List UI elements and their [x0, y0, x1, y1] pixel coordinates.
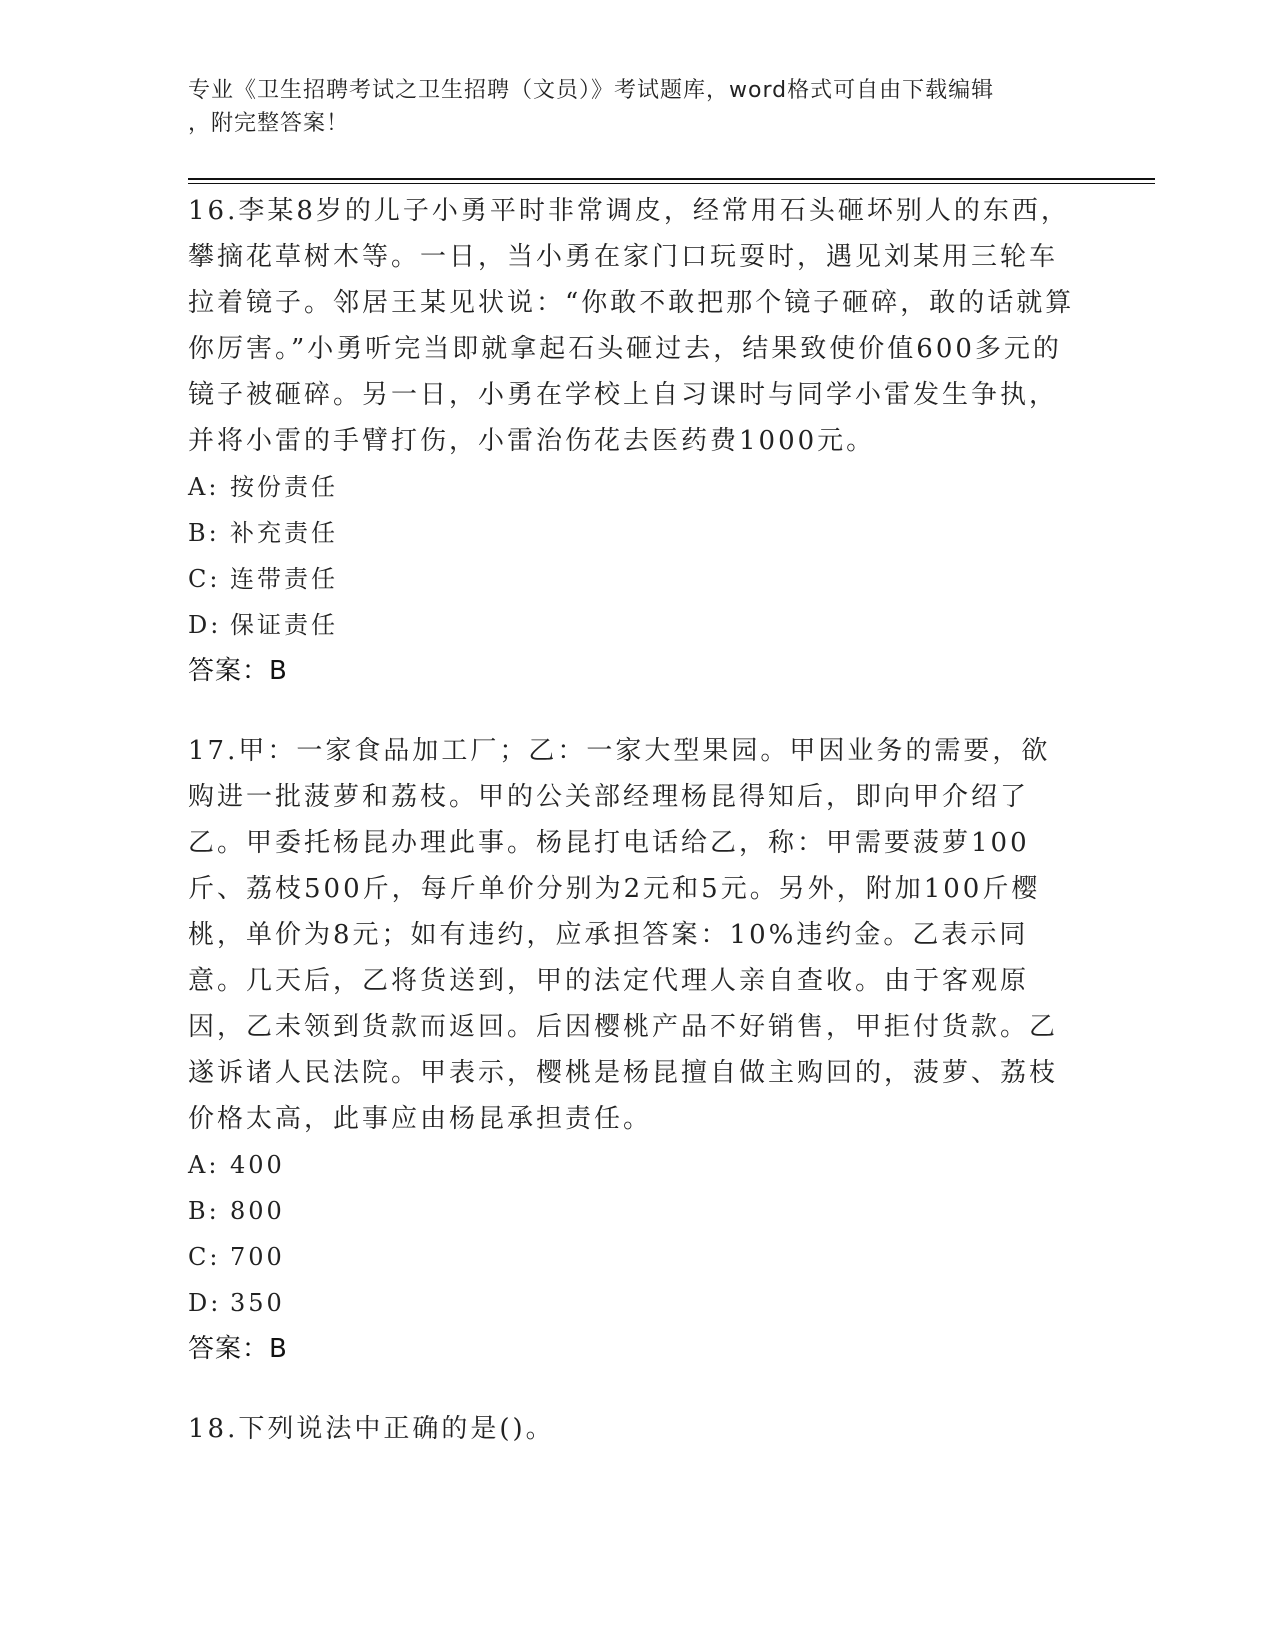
- answer-text: 答案：B: [188, 1334, 288, 1364]
- header-divider-thick: [188, 178, 1155, 180]
- option-text: 400: [230, 1151, 285, 1179]
- option-c: [188, 556, 1078, 602]
- header-line-1: 专业《卫生招聘考试之卫生招聘（文员）》考试题库，word格式可自由下载编辑: [188, 78, 995, 103]
- document-header: [188, 74, 1088, 140]
- option-text: 补充责任: [230, 519, 338, 547]
- option-a: [188, 464, 1078, 510]
- option-text: 按份责任: [230, 473, 338, 501]
- question-18: [188, 1406, 1078, 1452]
- option-key: C:: [188, 565, 221, 593]
- question-stem: 18.下列说法中正确的是()。: [188, 1414, 555, 1444]
- option-key: A:: [188, 1151, 220, 1179]
- option-text: 连带责任: [230, 565, 338, 593]
- option-list: [188, 464, 1078, 648]
- option-b: [188, 510, 1078, 556]
- header-line-2: ，附完整答案！: [188, 111, 350, 136]
- option-list: [188, 1142, 1078, 1326]
- option-text: 350: [230, 1289, 285, 1317]
- question-stem: 17.甲：一家食品加工厂；乙：一家大型果园。甲因业务的需要，欲购进一批菠萝和荔枝。甲的公关部经理杨昆得知后，即向甲介绍了乙。甲委托杨昆办理此事。杨昆打电话给乙，称：甲需要菠萝100斤、荔枝500斤，每斤单价分别为2元和5元。另外，附加100斤樱桃，单价为8元；如有违约，应承担答案：10%违约金。乙表示同意。几天后，乙将货送到，甲的法定代理人亲自查收。由于客观原因，乙未领到货款而返回。后因樱桃产品不好销售，甲拒付货款。乙遂诉诸人民法院。甲表示，樱桃是杨昆擅自做主购回的，菠萝、荔枝价格太高，此事应由杨昆承担责任。: [188, 736, 1059, 1134]
- header-divider-thin: [188, 183, 1155, 184]
- option-key: C:: [188, 1243, 221, 1271]
- option-d: [188, 602, 1078, 648]
- option-c: [188, 1234, 1078, 1280]
- option-key: A:: [188, 473, 220, 501]
- question-17: [188, 728, 1078, 1372]
- option-a: [188, 1142, 1078, 1188]
- option-text: 700: [230, 1243, 285, 1271]
- option-b: [188, 1188, 1078, 1234]
- option-key: D:: [188, 611, 222, 639]
- question-stem: 16.李某8岁的儿子小勇平时非常调皮，经常用石头砸坏别人的东西，攀摘花草树木等。一日，当小勇在家门口玩耍时，遇见刘某用三轮车拉着镜子。邻居王某见状说：“你敢不敢把那个镜子砸碎，敢的话就算你厉害。”小勇听完当即就拿起石头砸过去，结果致使价值600多元的镜子被砸碎。另一日，小勇在学校上自习课时与同学小雷发生争执，并将小雷的手臂打伤，小雷治伤花去医药费1000元。: [188, 196, 1075, 456]
- option-text: 保证责任: [230, 611, 338, 639]
- option-key: B:: [188, 519, 220, 547]
- question-16: [188, 188, 1078, 694]
- answer-text: 答案：B: [188, 656, 288, 686]
- option-text: 800: [230, 1197, 285, 1225]
- option-key: D:: [188, 1289, 222, 1317]
- option-d: [188, 1280, 1078, 1326]
- option-key: B:: [188, 1197, 220, 1225]
